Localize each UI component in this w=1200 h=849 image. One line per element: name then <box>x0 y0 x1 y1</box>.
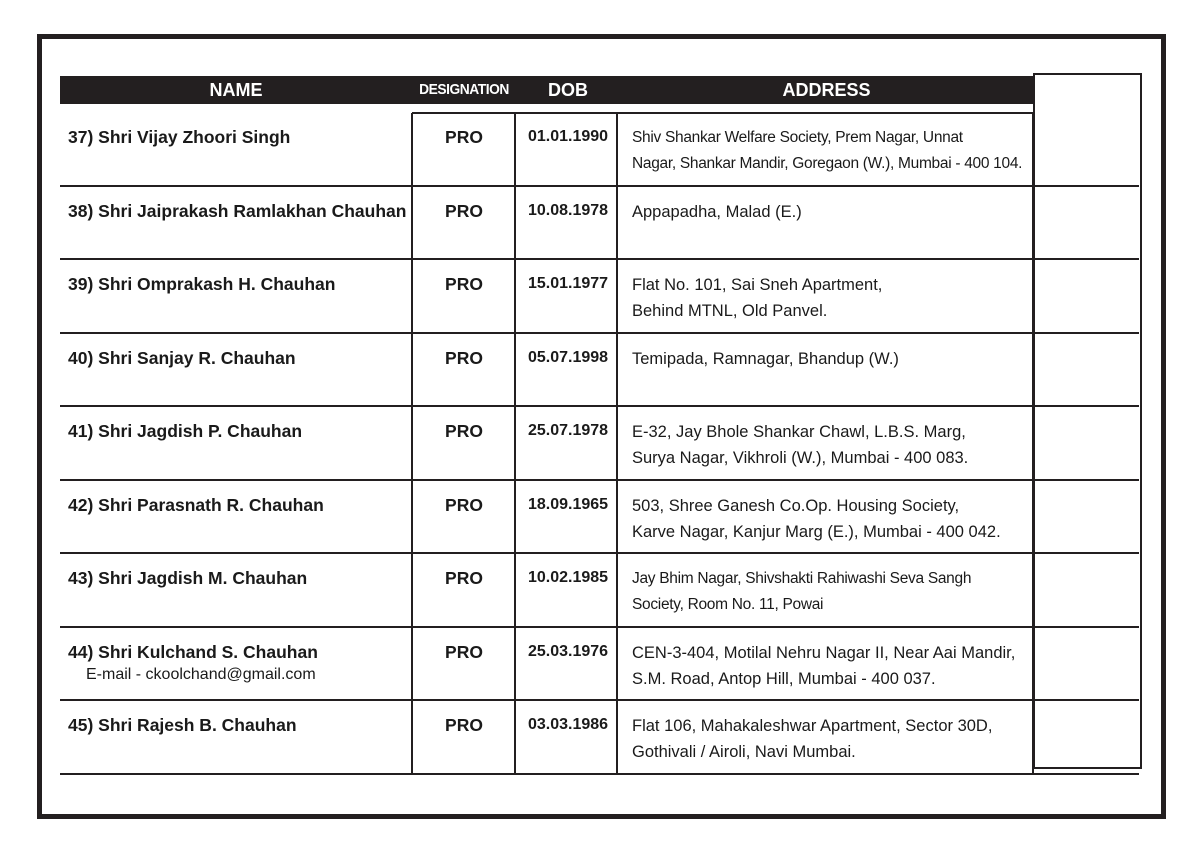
header-dob: DOB <box>548 80 588 100</box>
address-line-2: Nagar, Shankar Mandir, Goregaon (W.), Mumbai - 400 104. <box>632 155 1023 172</box>
member-name-text: 44) Shri Kulchand S. Chauhan <box>68 641 318 662</box>
table-row <box>60 407 1139 481</box>
member-name <box>68 566 408 590</box>
member-email: E-mail - ckoolchand@gmail.com <box>86 665 316 683</box>
member-name <box>68 419 408 443</box>
member-designation: PRO <box>445 127 483 147</box>
address-line-1: 503, Shree Ganesh Co.Op. Housing Society, <box>632 496 960 515</box>
address-line-2: Society, Room No. 11, Powai <box>632 596 824 613</box>
member-dob: 03.03.1986 <box>527 716 609 733</box>
address-line-1: Flat 106, Mahakaleshwar Apartment, Sector 30D, <box>632 717 993 735</box>
table-row <box>60 481 1139 555</box>
member-name-text: 38) Shri Jaiprakash Ramlakhan Chauhan <box>68 200 407 221</box>
member-name <box>68 346 408 370</box>
member-designation: PRO <box>445 494 483 515</box>
member-dob: 25.07.1978 <box>527 422 609 439</box>
member-address <box>632 493 1032 545</box>
table-row <box>60 187 1139 261</box>
address-line-2: Karve Nagar, Kanjur Marg (E.), Mumbai - 400 042. <box>632 522 1001 541</box>
member-name <box>68 640 408 686</box>
member-designation: PRO <box>445 568 483 588</box>
member-name <box>68 713 408 737</box>
address-line-1: Temipada, Ramnagar, Bhandup (W.) <box>632 349 899 368</box>
member-address <box>632 713 1032 765</box>
member-address <box>632 566 1032 618</box>
member-dob: 10.08.1978 <box>527 201 609 219</box>
member-name-text: 43) Shri Jagdish M. Chauhan <box>68 568 308 588</box>
address-line-1: Flat No. 101, Sai Sneh Apartment, <box>632 276 883 294</box>
member-name-text: 42) Shri Parasnath R. Chauhan <box>68 494 324 515</box>
header-designation: DESIGNATION <box>419 81 509 98</box>
table-row <box>60 701 1139 775</box>
members-table <box>60 113 1139 775</box>
address-line-2: Gothivali / Airoli, Navi Mumbai. <box>632 743 856 761</box>
member-designation: PRO <box>445 641 483 662</box>
member-name-text: 41) Shri Jagdish P. Chauhan <box>68 421 303 441</box>
member-designation: PRO <box>445 421 483 441</box>
member-designation: PRO <box>445 200 483 221</box>
member-name-text: 37) Shri Vijay Zhoori Singh <box>68 127 291 147</box>
member-designation: PRO <box>445 347 483 368</box>
address-line-2: Surya Nagar, Vikhroli (W.), Mumbai - 400 083. <box>632 449 969 467</box>
member-dob: 10.02.1985 <box>527 569 609 586</box>
member-dob: 25.03.1976 <box>527 642 609 660</box>
member-address <box>632 419 1032 471</box>
member-name <box>68 493 408 517</box>
address-line-2: Behind MTNL, Old Panvel. <box>632 302 828 320</box>
member-designation: PRO <box>445 715 483 735</box>
member-name <box>68 199 408 223</box>
header-address: ADDRESS <box>782 80 871 100</box>
member-address <box>632 346 1032 372</box>
member-name <box>68 125 408 149</box>
member-name-text: 40) Shri Sanjay R. Chauhan <box>68 347 296 368</box>
table-row <box>60 260 1139 334</box>
member-address <box>632 272 1032 324</box>
table-row <box>60 554 1139 628</box>
member-dob: 05.07.1998 <box>527 348 609 366</box>
member-address <box>632 199 1032 225</box>
member-address <box>632 640 1032 692</box>
member-name-text: 39) Shri Omprakash H. Chauhan <box>68 274 336 294</box>
table-row <box>60 113 1139 187</box>
member-name-text: 45) Shri Rajesh B. Chauhan <box>68 715 297 735</box>
address-line-1: Appapadha, Malad (E.) <box>632 202 802 221</box>
address-line-1: Shiv Shankar Welfare Society, Prem Nagar, Unnat <box>632 129 963 146</box>
header-name: NAME <box>209 80 263 100</box>
member-dob: 18.09.1965 <box>527 495 609 513</box>
table-row <box>60 628 1139 702</box>
member-address <box>632 125 1032 177</box>
address-line-1: CEN-3-404, Motilal Nehru Nagar II, Near Aai Mandir, <box>632 643 1016 662</box>
member-name <box>68 272 408 296</box>
address-line-1: Jay Bhim Nagar, Shivshakti Rahiwashi Seva Sangh <box>632 570 972 587</box>
table-row <box>60 334 1139 408</box>
table-header <box>60 76 1033 104</box>
member-dob: 15.01.1977 <box>527 275 609 292</box>
member-designation: PRO <box>445 274 483 294</box>
member-dob: 01.01.1990 <box>527 128 609 145</box>
address-line-1: E-32, Jay Bhole Shankar Chawl, L.B.S. Marg, <box>632 423 966 441</box>
address-line-2: S.M. Road, Antop Hill, Mumbai - 400 037. <box>632 669 936 688</box>
